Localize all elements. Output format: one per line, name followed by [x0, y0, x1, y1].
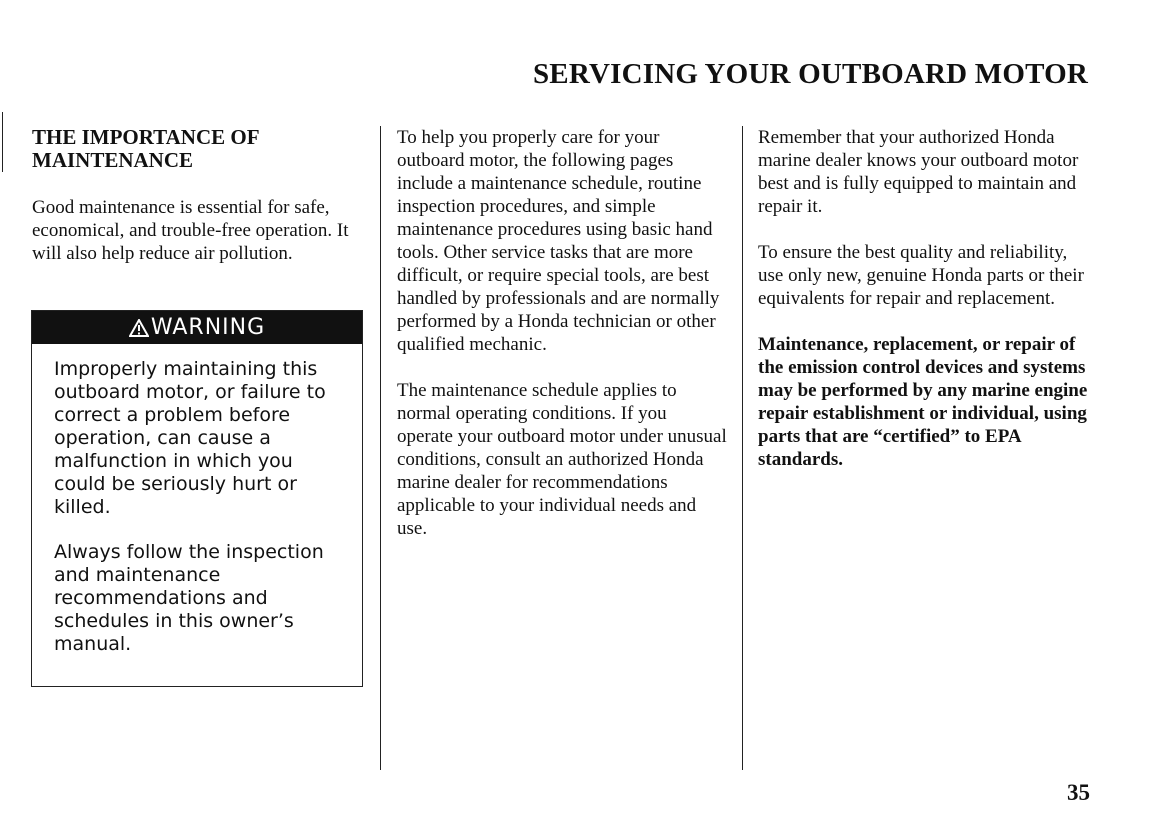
page-title: SERVICING YOUR OUTBOARD MOTOR [532, 58, 1088, 90]
section-heading-line-2: MAINTENANCE [32, 148, 194, 172]
warning-triangle-icon [129, 319, 149, 337]
middle-paragraph-1: To help you properly care for your outboard motor, the following pages include a maintenance schedule, routine inspection procedures, and simple maintenance procedures using basic hand tools. Other service tasks that are more difficult, or require special tools, are best handled by professionals and are normally performed by a Honda technician or other qualified mechanic. [397, 127, 720, 355]
right-paragraph-2: To ensure the best quality and reliability, use only new, genuine Honda parts or their equivalents for repair and replacement. [758, 242, 1084, 309]
right-column [758, 126, 1096, 471]
intro-paragraph: Good maintenance is essential for safe, economical, and trouble-free operation. It will also help reduce air pollution. [32, 197, 349, 264]
page-edge-mark [2, 112, 3, 172]
warning-paragraph-1: Improperly maintaining this outboard motor, or failure to correct a problem before operation, can cause a malfunction in which you could be seriously hurt or killed. [54, 358, 326, 518]
section-heading [32, 126, 368, 172]
emission-notice: Maintenance, replacement, or repair of the emission control devices and systems may be performed by any marine engine repair establishment or individual, using parts that are “certified” to EPA standards. [758, 334, 1088, 470]
section-heading-line-1: THE IMPORTANCE OF [32, 125, 260, 149]
warning-body [32, 344, 362, 656]
column-divider-1 [380, 126, 381, 770]
page-number: 35 [1067, 780, 1090, 805]
middle-paragraph-2: The maintenance schedule applies to normal operating conditions. If you operate your outboard motor under unusual conditions, consult an authorized Honda marine dealer for recommendations applicable to your individual needs and use. [397, 380, 727, 539]
left-column [32, 126, 368, 265]
warning-paragraph-2: Always follow the inspection and maintenance recommendations and schedules in this owner’s manual. [54, 541, 324, 655]
warning-label: WARNING [150, 315, 266, 340]
warning-box [31, 310, 363, 687]
column-divider-2 [742, 126, 743, 770]
middle-column [397, 126, 727, 540]
warning-header [32, 311, 362, 344]
right-paragraph-1: Remember that your authorized Honda marine dealer knows your outboard motor best and is fully equipped to maintain and repair it. [758, 127, 1079, 217]
